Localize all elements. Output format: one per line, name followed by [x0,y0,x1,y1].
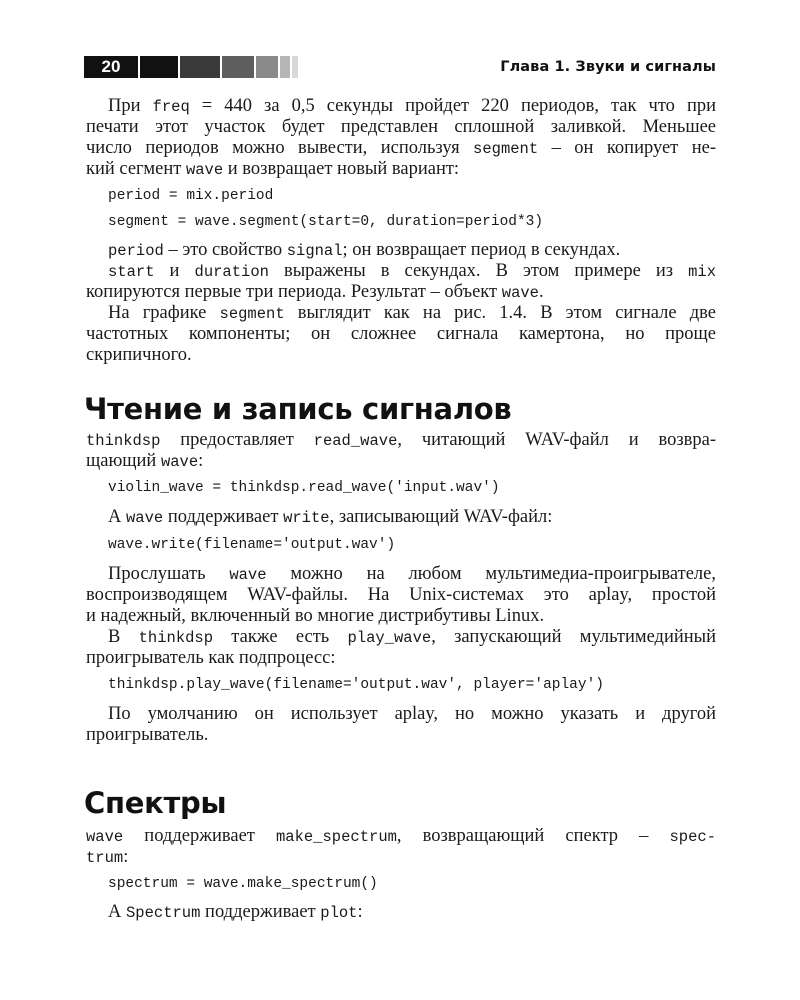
paragraph-line: щающий wave: [86,451,204,471]
paragraph-line: скрипичного. [86,345,192,365]
paragraph-line: печати этот участок будет представлен сплошной заливкой. Меньшее [86,117,716,137]
paragraph-line: и надежный, включенный во многие дистрибутивы Linux. [86,606,545,626]
paragraph-line: trum: [86,847,129,867]
decorative-strip-4 [256,56,278,78]
code-line: thinkdsp.play_wave(filename='output.wav', player='aplay') [108,677,604,693]
paragraph-line: проигрыватель. [86,725,209,745]
decorative-strip-6 [292,56,298,78]
paragraph-line: число периодов можно вывести, используя segment – он копирует не- [86,138,716,158]
decorative-strip-5 [280,56,290,78]
paragraph-line: start и duration выражены в секундах. В этом примере из mix [108,261,716,281]
running-header [84,54,716,80]
paragraph-line: При freq = 440 за 0,5 секунды пройдет 220 периодов, так что при [108,96,716,116]
code-line: violin_wave = thinkdsp.read_wave('input.wav') [108,480,500,496]
paragraph-line: wave поддерживает make_spectrum, возвращающий спектр – spec- [86,826,716,846]
paragraph-line: В thinkdsp также есть play_wave, запускающий мультимедийный [108,627,716,647]
paragraph-line: thinkdsp предоставляет read_wave, читающий WAV-файл и возвра- [86,430,716,450]
paragraph-line: period – это свойство signal; он возвращает период в секундах. [108,240,621,260]
paragraph-line: воспроизводящем WAV-файлы. На Unix-системах это aplay, простой [86,585,716,605]
code-line: segment = wave.segment(start=0, duration=period*3) [108,214,544,230]
paragraph-line: Прослушать wave можно на любом мультимедиа-проигрывателе, [108,564,716,584]
decorative-strip-1 [140,56,178,78]
paragraph-line: копируются первые три периода. Результат – объект wave. [86,282,544,302]
code-line: wave.write(filename='output.wav') [108,537,396,553]
code-line: period = mix.period [108,188,274,204]
decorative-strip-2 [180,56,220,78]
paragraph-line: А Spectrum поддерживает plot: [108,902,363,922]
paragraph-line: По умолчанию он использует aplay, но можно указать и другой [108,704,716,724]
chapter-title: Глава 1. Звуки и сигналы [500,59,716,75]
paragraph-line: кий сегмент wave и возвращает новый вариант: [86,159,460,179]
section-heading: Чтение и запись сигналов [84,392,512,426]
paragraph-line: частотных компоненты; он сложнее сигнала камертона, но проще [86,324,716,344]
decorative-strip-3 [222,56,254,78]
paragraph-line: А wave поддерживает write, записывающий WAV-файл: [108,507,553,527]
paragraph-line: проигрыватель как подпроцесс: [86,648,336,668]
page-number: 20 [84,56,138,78]
code-line: spectrum = wave.make_spectrum() [108,876,378,892]
section-heading: Спектры [84,786,227,820]
paragraph-line: На графике segment выглядит как на рис. 1.4. В этом сигнале две [108,303,716,323]
